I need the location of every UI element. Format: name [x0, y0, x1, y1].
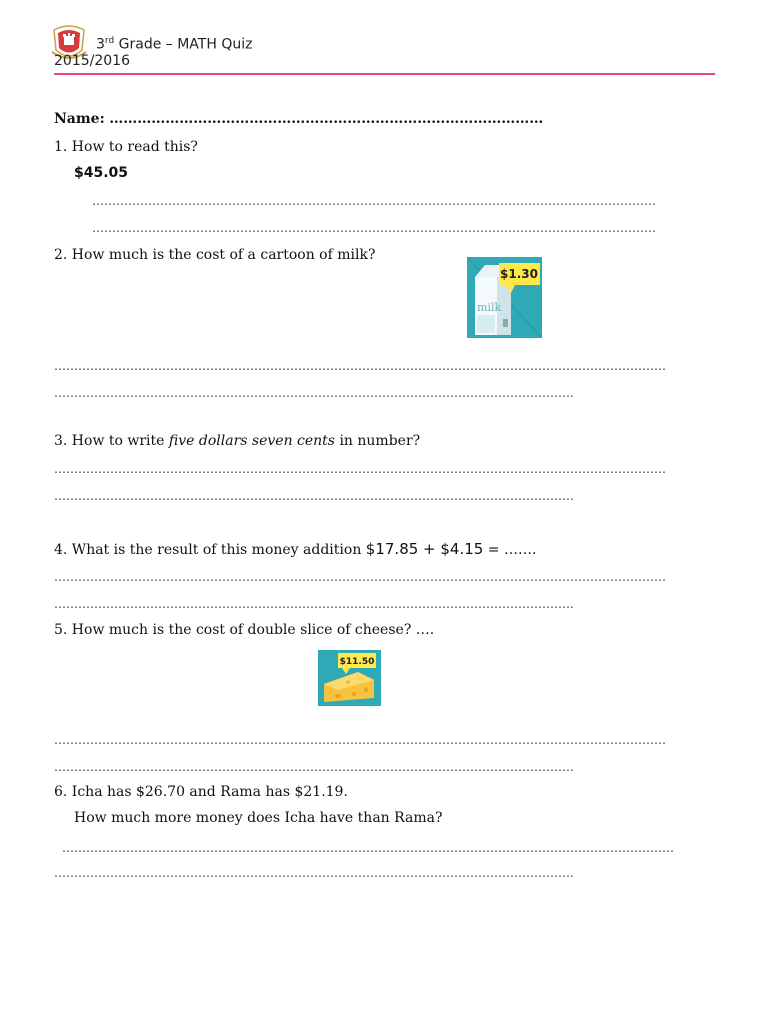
q1-answer-line-1[interactable]: ……………………………………………………………………………………………………………………………	[92, 194, 656, 208]
q6-answer-line-2[interactable]: ………………………………………………………………………………………………………………….	[54, 866, 574, 880]
question-1: 1. How to read this?	[54, 139, 198, 155]
q1-amount: $45.05	[74, 165, 129, 181]
q2-answer-line-1[interactable]: ………………………………………………………………………………………………………………………………………	[54, 359, 666, 373]
question-2: 2. How much is the cost of a cartoon of milk?	[54, 247, 376, 263]
name-label: Name:	[54, 111, 105, 127]
q4-answer-line-2[interactable]: ………………………………………………………………………………………………………………….	[54, 597, 574, 611]
question-5: 5. How much is the cost of double slice of cheese? ….	[54, 622, 435, 638]
q3-answer-line-2[interactable]: ………………………………………………………………………………………………………………….	[54, 489, 574, 503]
q3-answer-line-1[interactable]: ………………………………………………………………………………………………………………………………………	[54, 462, 666, 476]
q5-answer-line-2[interactable]: ………………………………………………………………………………………………………………….	[54, 760, 574, 774]
milk-carton-image	[467, 257, 542, 338]
name-dots: …………………………………………………………………………………	[109, 111, 544, 127]
name-field	[54, 111, 543, 127]
q4-answer-line-1[interactable]: ………………………………………………………………………………………………………………………………………	[54, 570, 666, 584]
q2-answer-line-2[interactable]: ………………………………………………………………………………………………………………….	[54, 386, 574, 400]
header-divider	[54, 73, 715, 75]
q1-answer-line-2[interactable]: ……………………………………………………………………………………………………………………………	[92, 221, 656, 235]
cheese-image	[318, 650, 381, 706]
question-3: 3. How to write five dollars seven cents in number?	[54, 433, 421, 449]
question-4: 4. What is the result of this money addition $17.85 + $4.15 = …….	[54, 540, 537, 558]
q3-italic-phrase: five dollars seven cents	[168, 433, 335, 449]
question-6-line-1: 6. Icha has $26.70 and Rama has $21.19.	[54, 784, 348, 800]
cheese-price-tag: $11.50	[339, 657, 375, 667]
milk-label: milk	[477, 301, 502, 314]
q5-answer-line-1[interactable]: ………………………………………………………………………………………………………………………………………	[54, 733, 666, 747]
q6-answer-line-1[interactable]: ………………………………………………………………………………………………………………………………………	[62, 841, 674, 855]
milk-price-tag: $1.30	[500, 267, 538, 281]
q4-expression: $17.85 + $4.15	[365, 540, 484, 558]
quiz-title: 3rd Grade – MATH Quiz	[96, 36, 253, 53]
question-6-line-2: How much more money does Icha have than Rama?	[74, 810, 443, 826]
school-year: 2015/2016	[54, 53, 130, 69]
